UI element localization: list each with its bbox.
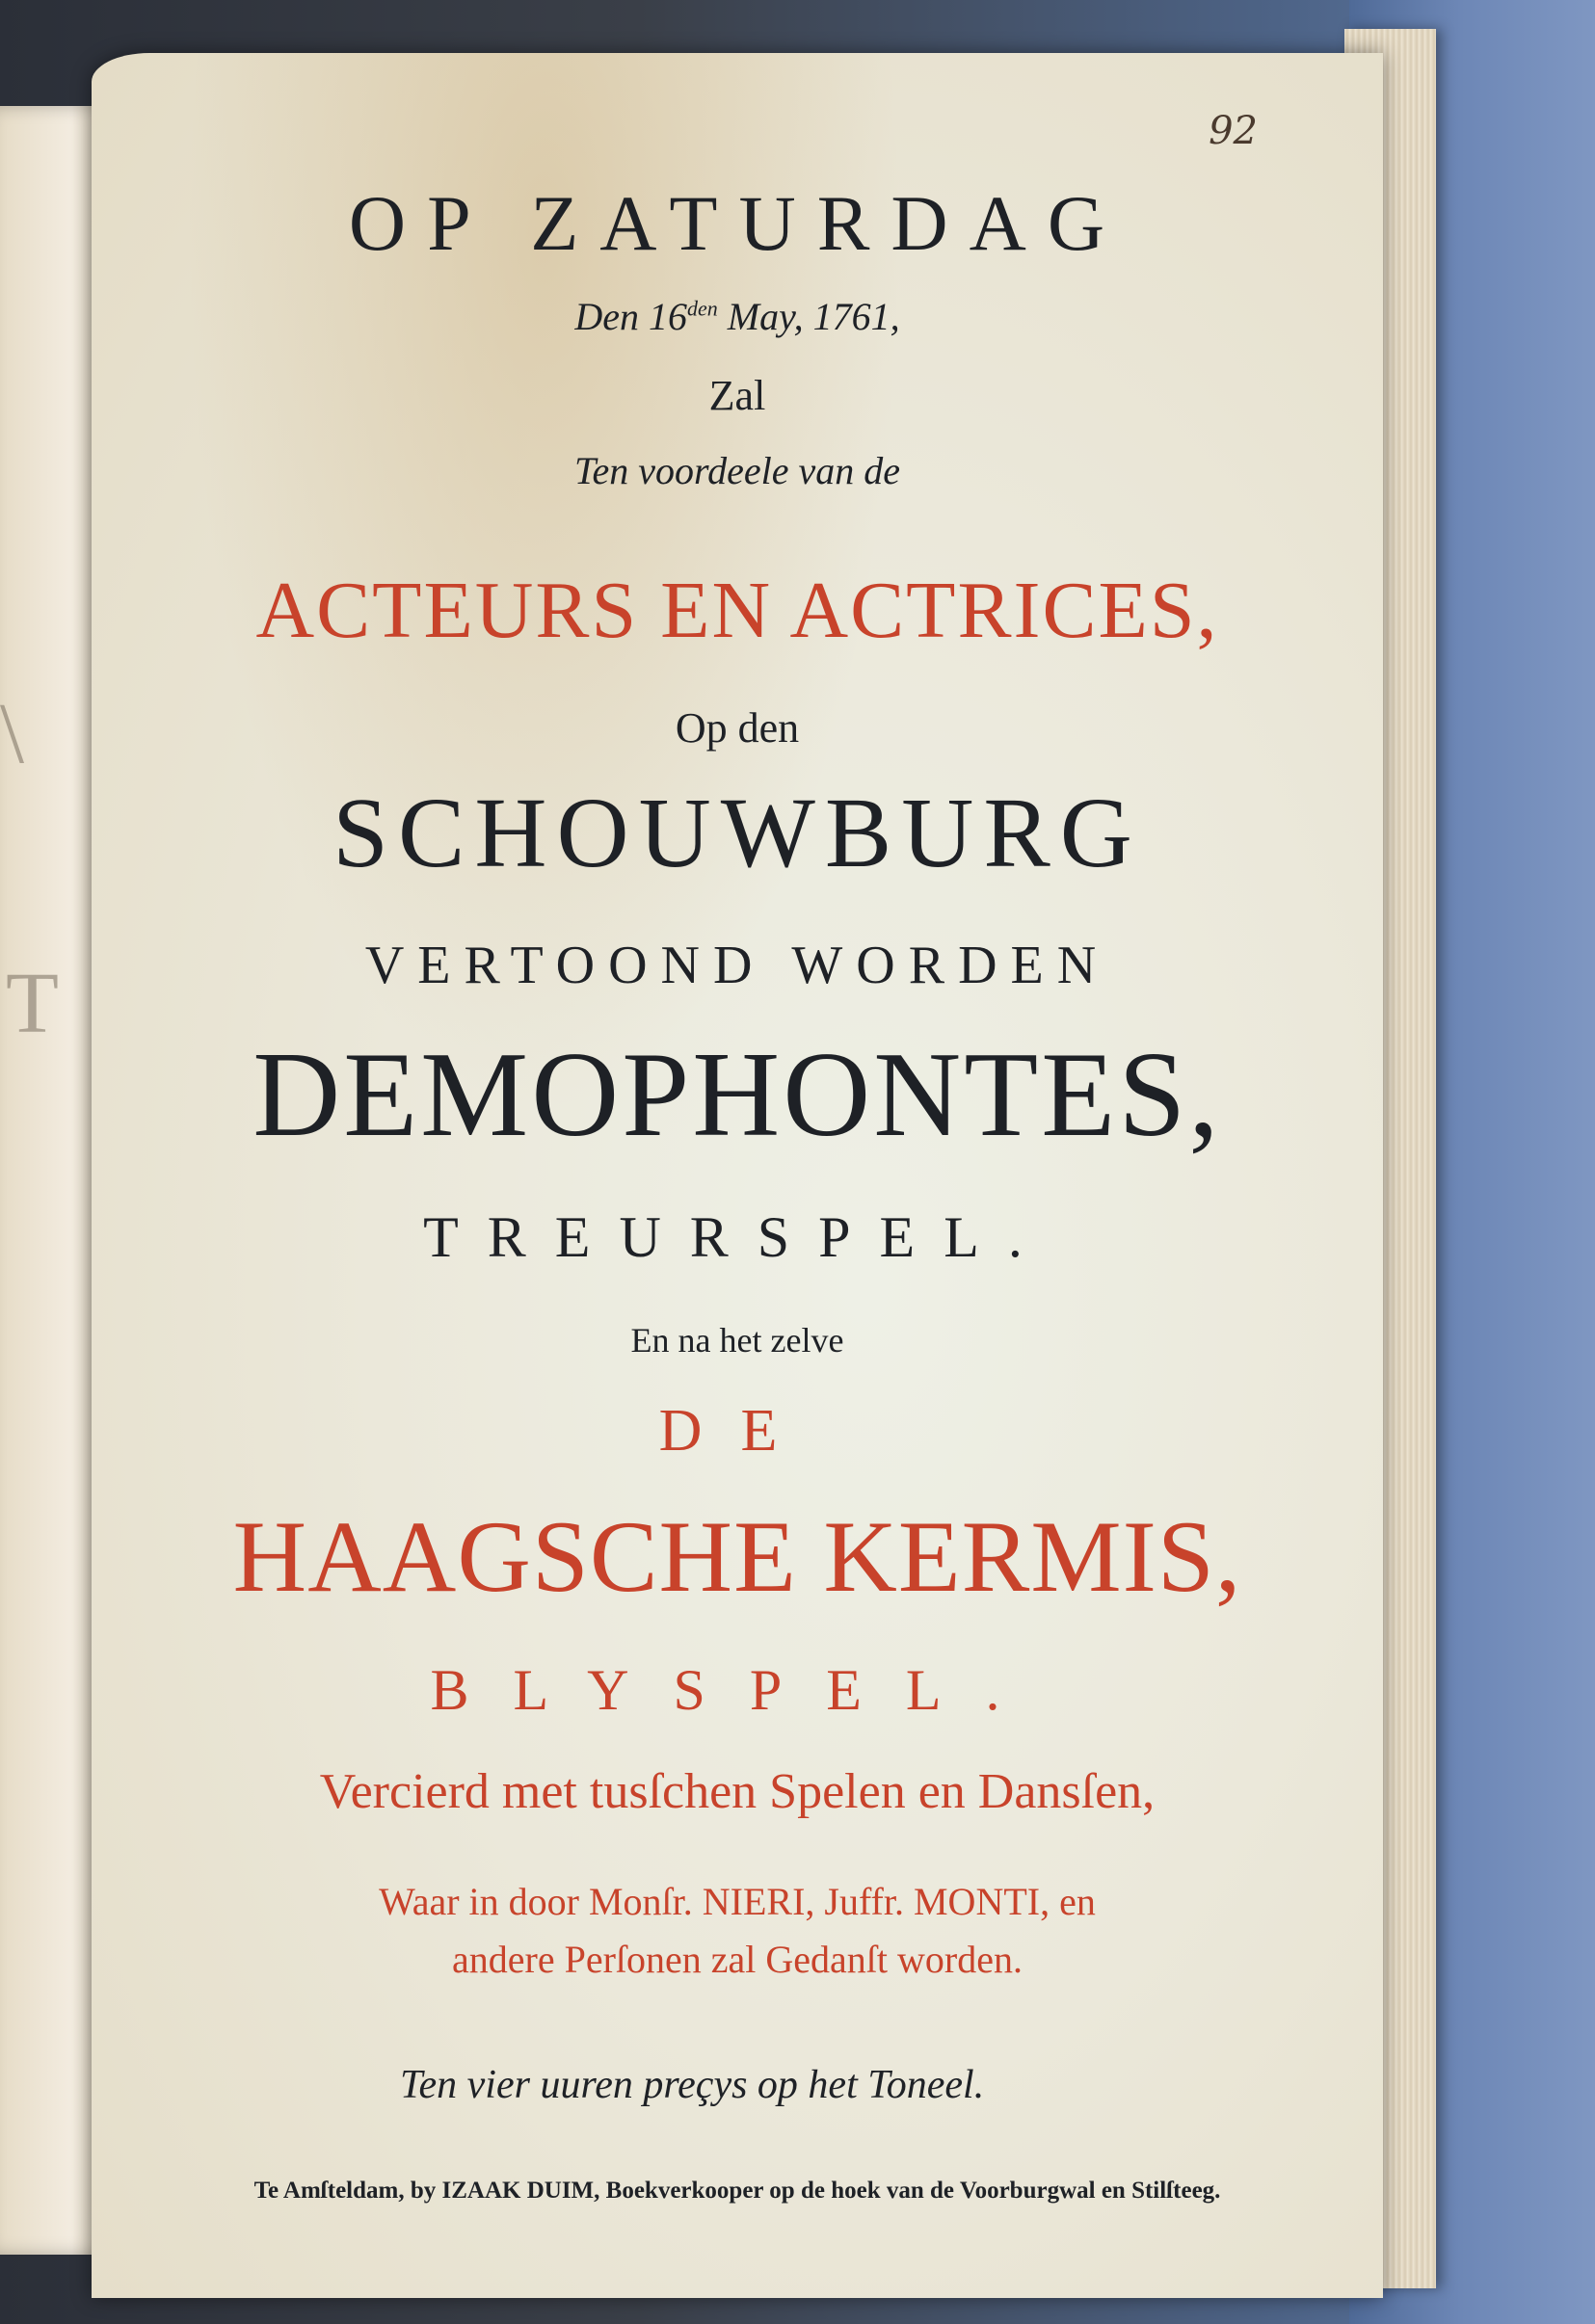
day-heading: OP ZATURDAG xyxy=(348,179,1127,267)
date-superscript: den xyxy=(687,296,718,321)
page-number: 92 xyxy=(1209,109,1258,153)
second-play-article: DE xyxy=(658,1398,816,1464)
date-line xyxy=(92,294,1383,339)
dancers-line-1: Waar in door Monſr. NIERI, Juffr. MONTI, en xyxy=(379,1880,1096,1923)
playbill-page xyxy=(92,53,1383,2298)
dancers-line-2: andere Perſonen zal Gedanſt worden. xyxy=(452,1938,1023,1981)
date-rest: May, 1761, xyxy=(717,295,900,338)
main-play-genre: TREURSPEL. xyxy=(423,1205,1051,1269)
date-prefix: Den 16 xyxy=(574,295,687,338)
show-through-mark: \ xyxy=(0,686,25,781)
main-play-title: DEMOPHONTES, xyxy=(253,1028,1222,1162)
vertoond-worden-line: VERTOOND WORDEN xyxy=(364,936,1110,995)
op-den-line: Op den xyxy=(675,704,800,752)
zal-line: Zal xyxy=(708,372,766,419)
decorated-line: Vercierd met tusſchen Spelen en Dansſen, xyxy=(319,1764,1156,1819)
venue-title: SCHOUWBURG xyxy=(332,778,1142,888)
show-through-mark: T xyxy=(6,956,59,1051)
beneficiaries: ACTEURS EN ACTRICES, xyxy=(255,566,1219,655)
second-play-genre: BLYSPEL. xyxy=(430,1658,1045,1722)
second-play-title: HAAGSCHE KERMIS, xyxy=(232,1500,1242,1613)
benefit-line: Ten voordeele van de xyxy=(573,449,901,492)
printer-imprint: Te Amſteldam, by IZAAK DUIM, Boekverkooper op de hoek van de Voorburgwal en Stilſteeg. xyxy=(253,2178,1221,2204)
start-time-line: Ten vier uuren preçys op het Toneel. xyxy=(400,2063,985,2107)
after-line: En na het zelve xyxy=(630,1321,844,1360)
